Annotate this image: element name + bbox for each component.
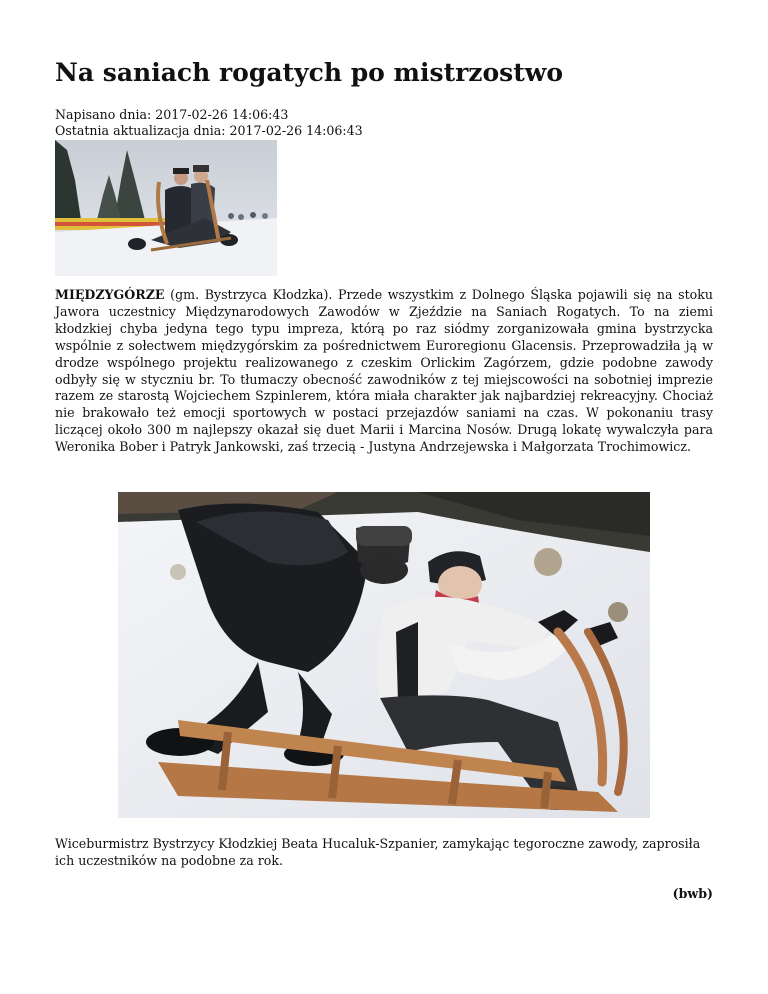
- photo-caption: Wiceburmistrz Bystrzycy Kłodzkiej Beata Hucaluk-Szpanier, zamykając tegoroczne zawody, zaprosiła ich uczestników na podobne za rok.: [55, 836, 701, 868]
- published-date: Napisano dnia: 2017-02-26 14:06:43: [55, 107, 289, 122]
- article-body-text: (gm. Bystrzyca Kłodzka). Przede wszystkim z Dolnego Śląska pojawili się na stoku Jawora uczestnicy Międzynarodowych Zawodów w Zjeździe na Saniach Rogatych. To na ziemi kłodzkiej chyba jedyna tego typu impreza, którą po raz siódmy zorganizowała gmina bystrzycka wspólnie z sołectwem międzygórskim za pośrednictwem Euroregionu Glacensis. Przeprowadziła ją w drodze wspólnego projektu realizowanego z czeskim Orlickim Zagórzem, gdzie podobne zawody odbyły się w styczniu br. To tłumaczy obecność zawodników z tej miejscowości na sobotniej imprezie razem ze starostą Wojciechem Szpinlerem, która miała charakter jak najbardziej rekreacyjny. Chociaż nie brakowało też emocji sportowych w postaci przejazdów saniami na czas. W pokonaniu trasy liczącej około 300 m najlepszy okazał się duet Marii i Marcina Nosów. Drugą lokatę wywalczyła para Weronika Bober i Patryk Jankowski, zaś trzecią - Justyna Andrzejewska i Małgorzata Trochimowicz.: [55, 287, 713, 455]
- thumbnail-photo: [55, 140, 277, 276]
- article-photo: [118, 492, 650, 818]
- article-title: Na saniach rogatych po mistrzostwo: [55, 58, 563, 87]
- lead-place: MIĘDZYGÓRZE: [55, 287, 165, 302]
- article-body: [55, 287, 713, 456]
- updated-date: Ostatnia aktualizacja dnia: 2017-02-26 14:06:43: [55, 123, 363, 138]
- author-signature: (bwb): [672, 886, 713, 901]
- article-meta: [55, 107, 363, 139]
